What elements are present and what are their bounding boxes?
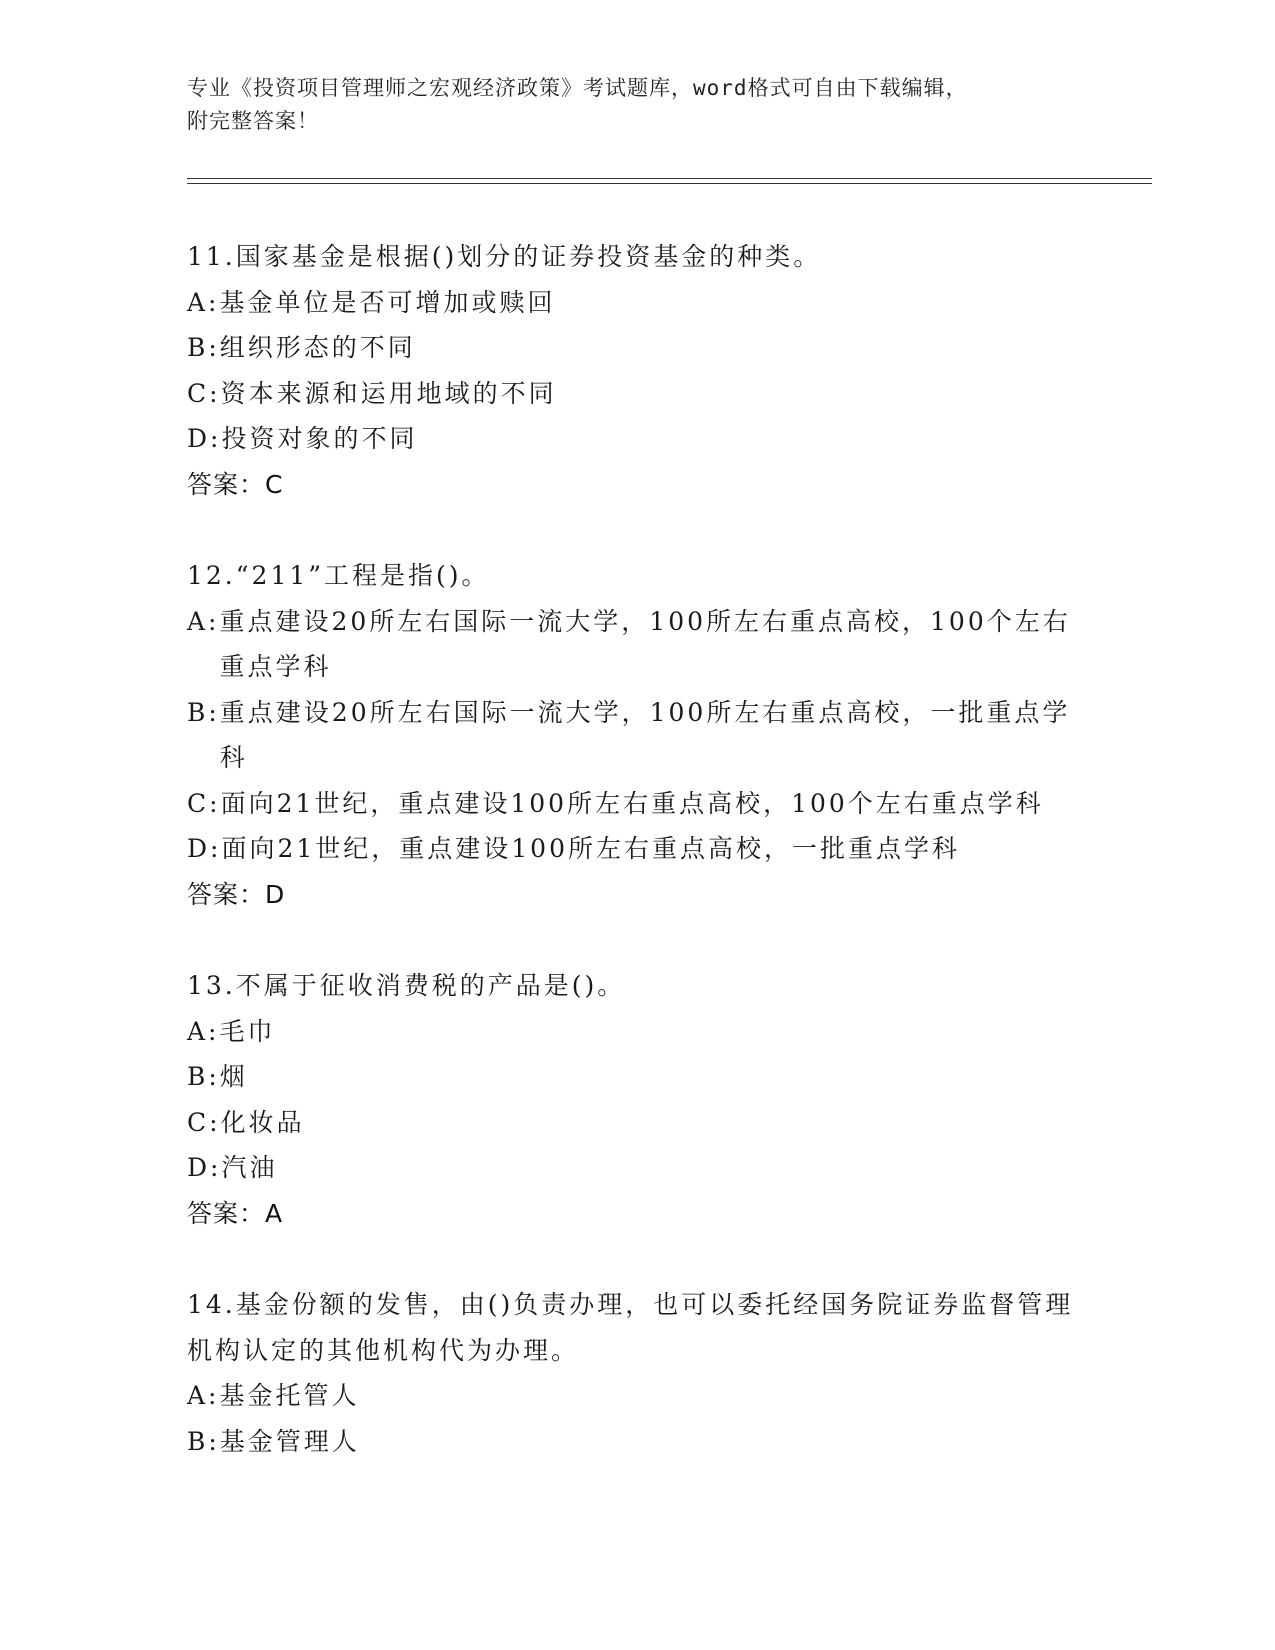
option-text: 重点建设20所左右国际一流大学，100所左右重点高校，一批重点学科 — [219, 697, 1071, 772]
option-c — [187, 1100, 1087, 1146]
option-key: C: — [187, 1107, 221, 1137]
option-key: C: — [187, 378, 221, 408]
header-divider — [187, 178, 1152, 184]
option-key: B: — [187, 1062, 220, 1091]
option-text: 基金管理人 — [219, 1426, 360, 1456]
option-b — [187, 325, 1087, 371]
option-text: 面向21世纪，重点建设100所左右重点高校，一批重点学科 — [221, 834, 960, 863]
option-c — [187, 781, 1087, 827]
option-c — [187, 371, 1087, 417]
question-14 — [187, 1282, 1087, 1464]
option-key: A: — [187, 287, 220, 317]
option-key: A: — [187, 606, 220, 636]
option-text: 化妆品 — [220, 1107, 305, 1137]
option-key: A: — [187, 1016, 220, 1046]
option-text: 基金托管人 — [219, 1381, 360, 1410]
question-stem: 13.不属于征收消费税的产品是()。 — [187, 971, 626, 1000]
answer-label: 答案：D — [187, 879, 286, 909]
question-stem: 14.基金份额的发售，由()负责办理，也可以委托经国务院证券监督管理机构认定的其他机构代为办理。 — [187, 1290, 1074, 1365]
option-key: B: — [187, 333, 220, 362]
question-stem: 12.“211”工程是指()。 — [187, 561, 490, 590]
option-text: 组织形态的不同 — [219, 333, 416, 362]
option-text: 烟 — [219, 1062, 248, 1091]
option-text: 重点建设20所左右国际一流大学，100所左右重点高校，100个左右重点学科 — [219, 606, 1071, 681]
option-text: 投资对象的不同 — [221, 424, 418, 453]
document-header — [187, 72, 1087, 138]
option-a — [187, 1009, 1087, 1055]
option-key: B: — [187, 697, 220, 727]
option-text: 汽油 — [221, 1153, 278, 1182]
option-text: 资本来源和运用地域的不同 — [220, 378, 557, 408]
answer-label: 答案：A — [187, 1198, 284, 1228]
question-11 — [187, 234, 1087, 507]
question-12 — [187, 553, 1087, 917]
option-key: B: — [187, 1426, 220, 1456]
option-d — [187, 1145, 1087, 1191]
option-d — [187, 416, 1087, 462]
option-a — [187, 280, 1087, 326]
option-b — [187, 690, 1082, 781]
option-b — [187, 1054, 1087, 1100]
option-key: D: — [187, 834, 222, 863]
question-13 — [187, 963, 1087, 1236]
option-a — [187, 599, 1082, 690]
option-key: D: — [187, 424, 222, 453]
option-key: C: — [187, 788, 221, 818]
question-list — [187, 234, 1087, 1510]
option-key: A: — [187, 1381, 220, 1410]
option-b — [187, 1419, 1087, 1465]
option-a — [187, 1373, 1087, 1419]
option-text: 基金单位是否可增加或赎回 — [219, 287, 556, 317]
option-text: 毛巾 — [219, 1016, 276, 1046]
question-stem: 11.国家基金是根据()划分的证券投资基金的种类。 — [187, 242, 822, 271]
header-line-2: 附完整答案！ — [187, 109, 319, 133]
answer-label: 答案：C — [187, 469, 284, 499]
header-line-1: 专业《投资项目管理师之宏观经济政策》考试题库，word格式可自由下载编辑， — [187, 76, 968, 100]
option-key: D: — [187, 1153, 222, 1182]
option-text: 面向21世纪，重点建设100所左右重点高校，100个左右重点学科 — [220, 788, 1044, 818]
option-d — [187, 826, 1087, 872]
